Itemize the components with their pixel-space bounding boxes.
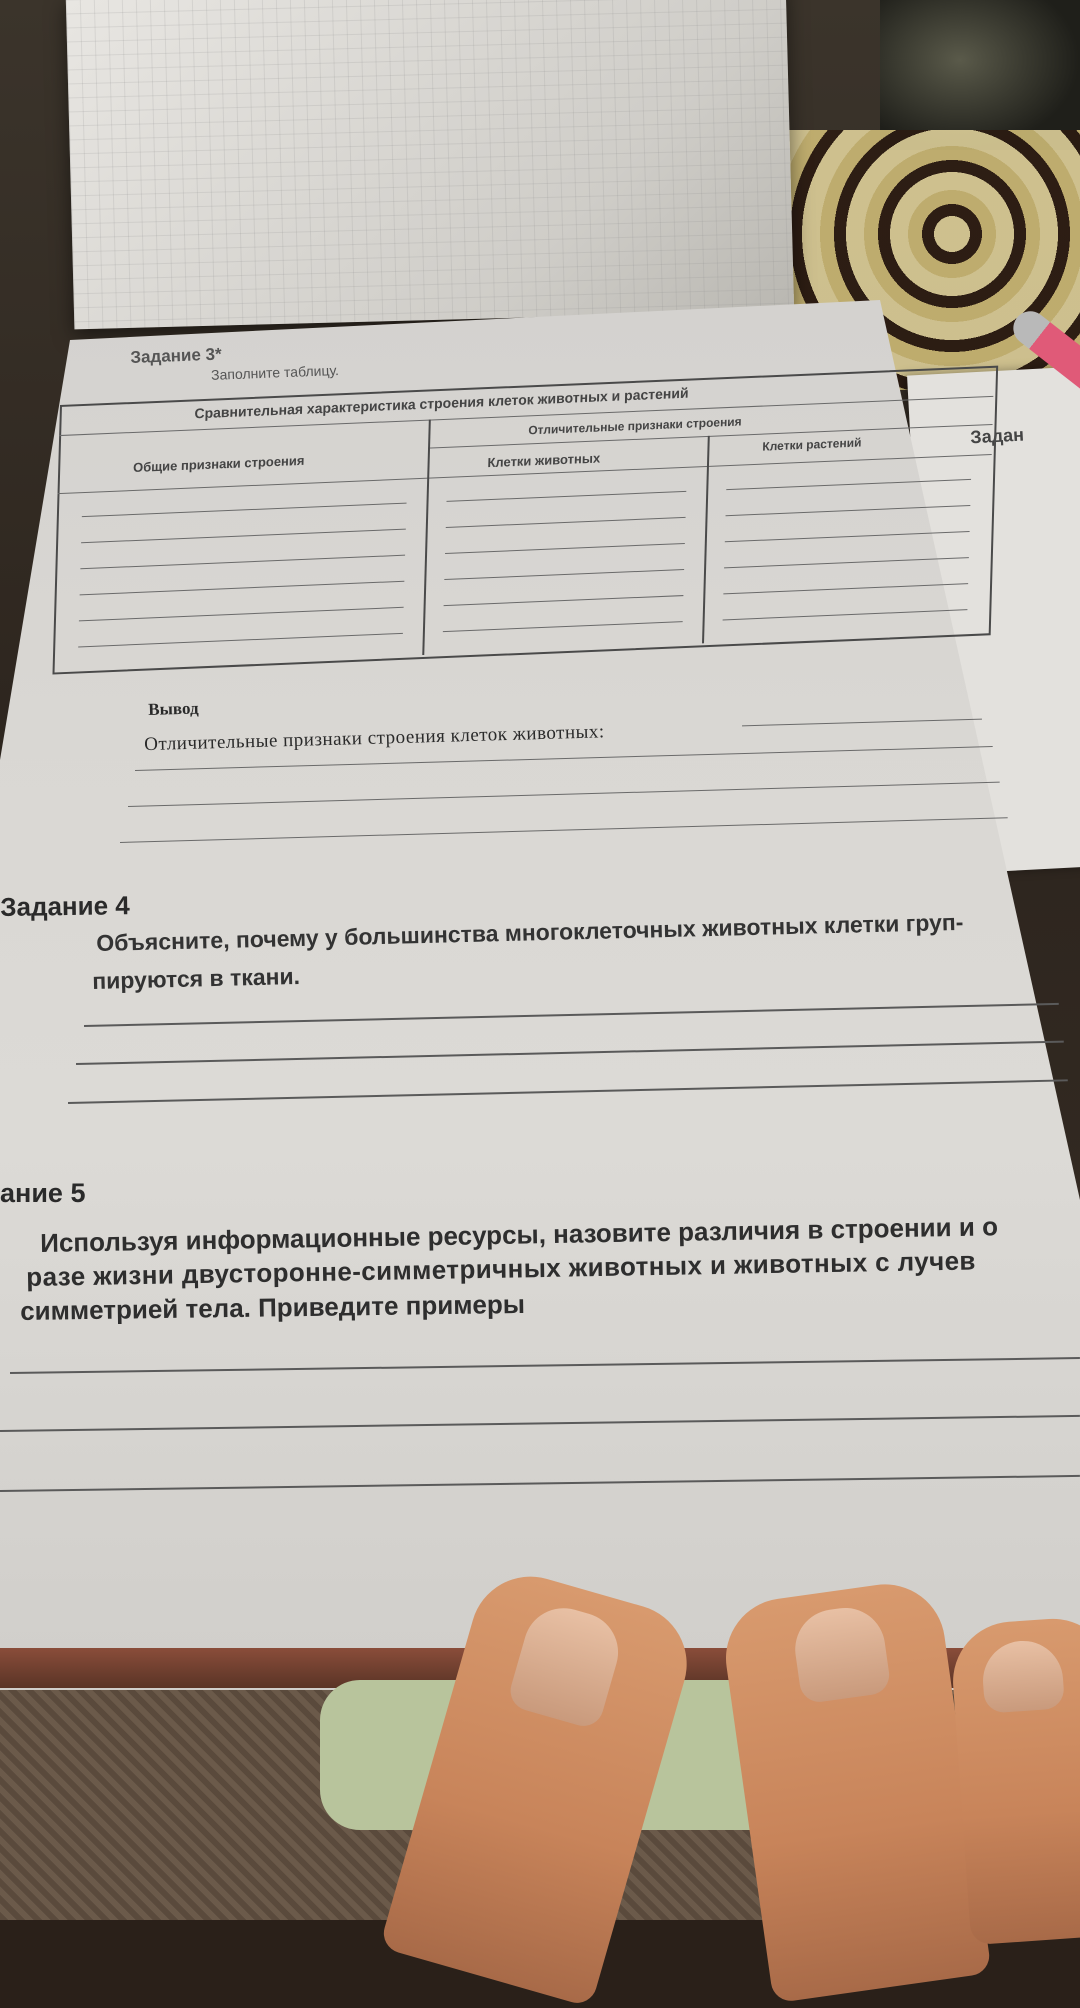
finger [949, 1615, 1080, 1945]
task5-text-line2: разе жизни двусторонне-симметричных животных и животных с лучев [26, 1245, 977, 1292]
fingernail [980, 1638, 1065, 1713]
col-common-header: Общие признаки строения [132, 452, 305, 476]
conclusion-heading: Вывод [148, 698, 199, 719]
task4-text-line2: пируются в ткани. [92, 962, 301, 994]
table-title: Сравнительная характеристика строения клеток животных и растений [194, 384, 689, 422]
col-distinct-header: Отличительные признаки строения [528, 414, 742, 438]
col-plant-header: Клетки растений [762, 435, 862, 454]
fingernail [506, 1599, 628, 1731]
col-animal-header: Клетки животных [487, 450, 601, 471]
comparison-table [53, 366, 995, 671]
task3-instruction: Заполните таблицу. [210, 362, 340, 383]
graph-paper-sheet [66, 0, 794, 329]
task3-header [130, 340, 339, 386]
conclusion-prompt: Отличительные признаки строения клеток животных: [143, 721, 605, 756]
adjacent-page-heading: Задан [969, 424, 1025, 448]
task3-heading: Задание 3* [130, 344, 222, 367]
fingernail [790, 1603, 892, 1705]
task4-heading: Задание 4 [0, 890, 130, 922]
task5-heading: ание 5 [0, 1178, 86, 1208]
task5-text-line1: Используя информационные ресурсы, назовите различия в строении и о [40, 1211, 999, 1258]
task5-text-line3: симметрией тела. Приведите примеры [20, 1288, 526, 1326]
cup [880, 0, 1080, 150]
task4-text-line1: Объясните, почему у большинства многоклеточных животных клетки груп- [96, 908, 964, 956]
